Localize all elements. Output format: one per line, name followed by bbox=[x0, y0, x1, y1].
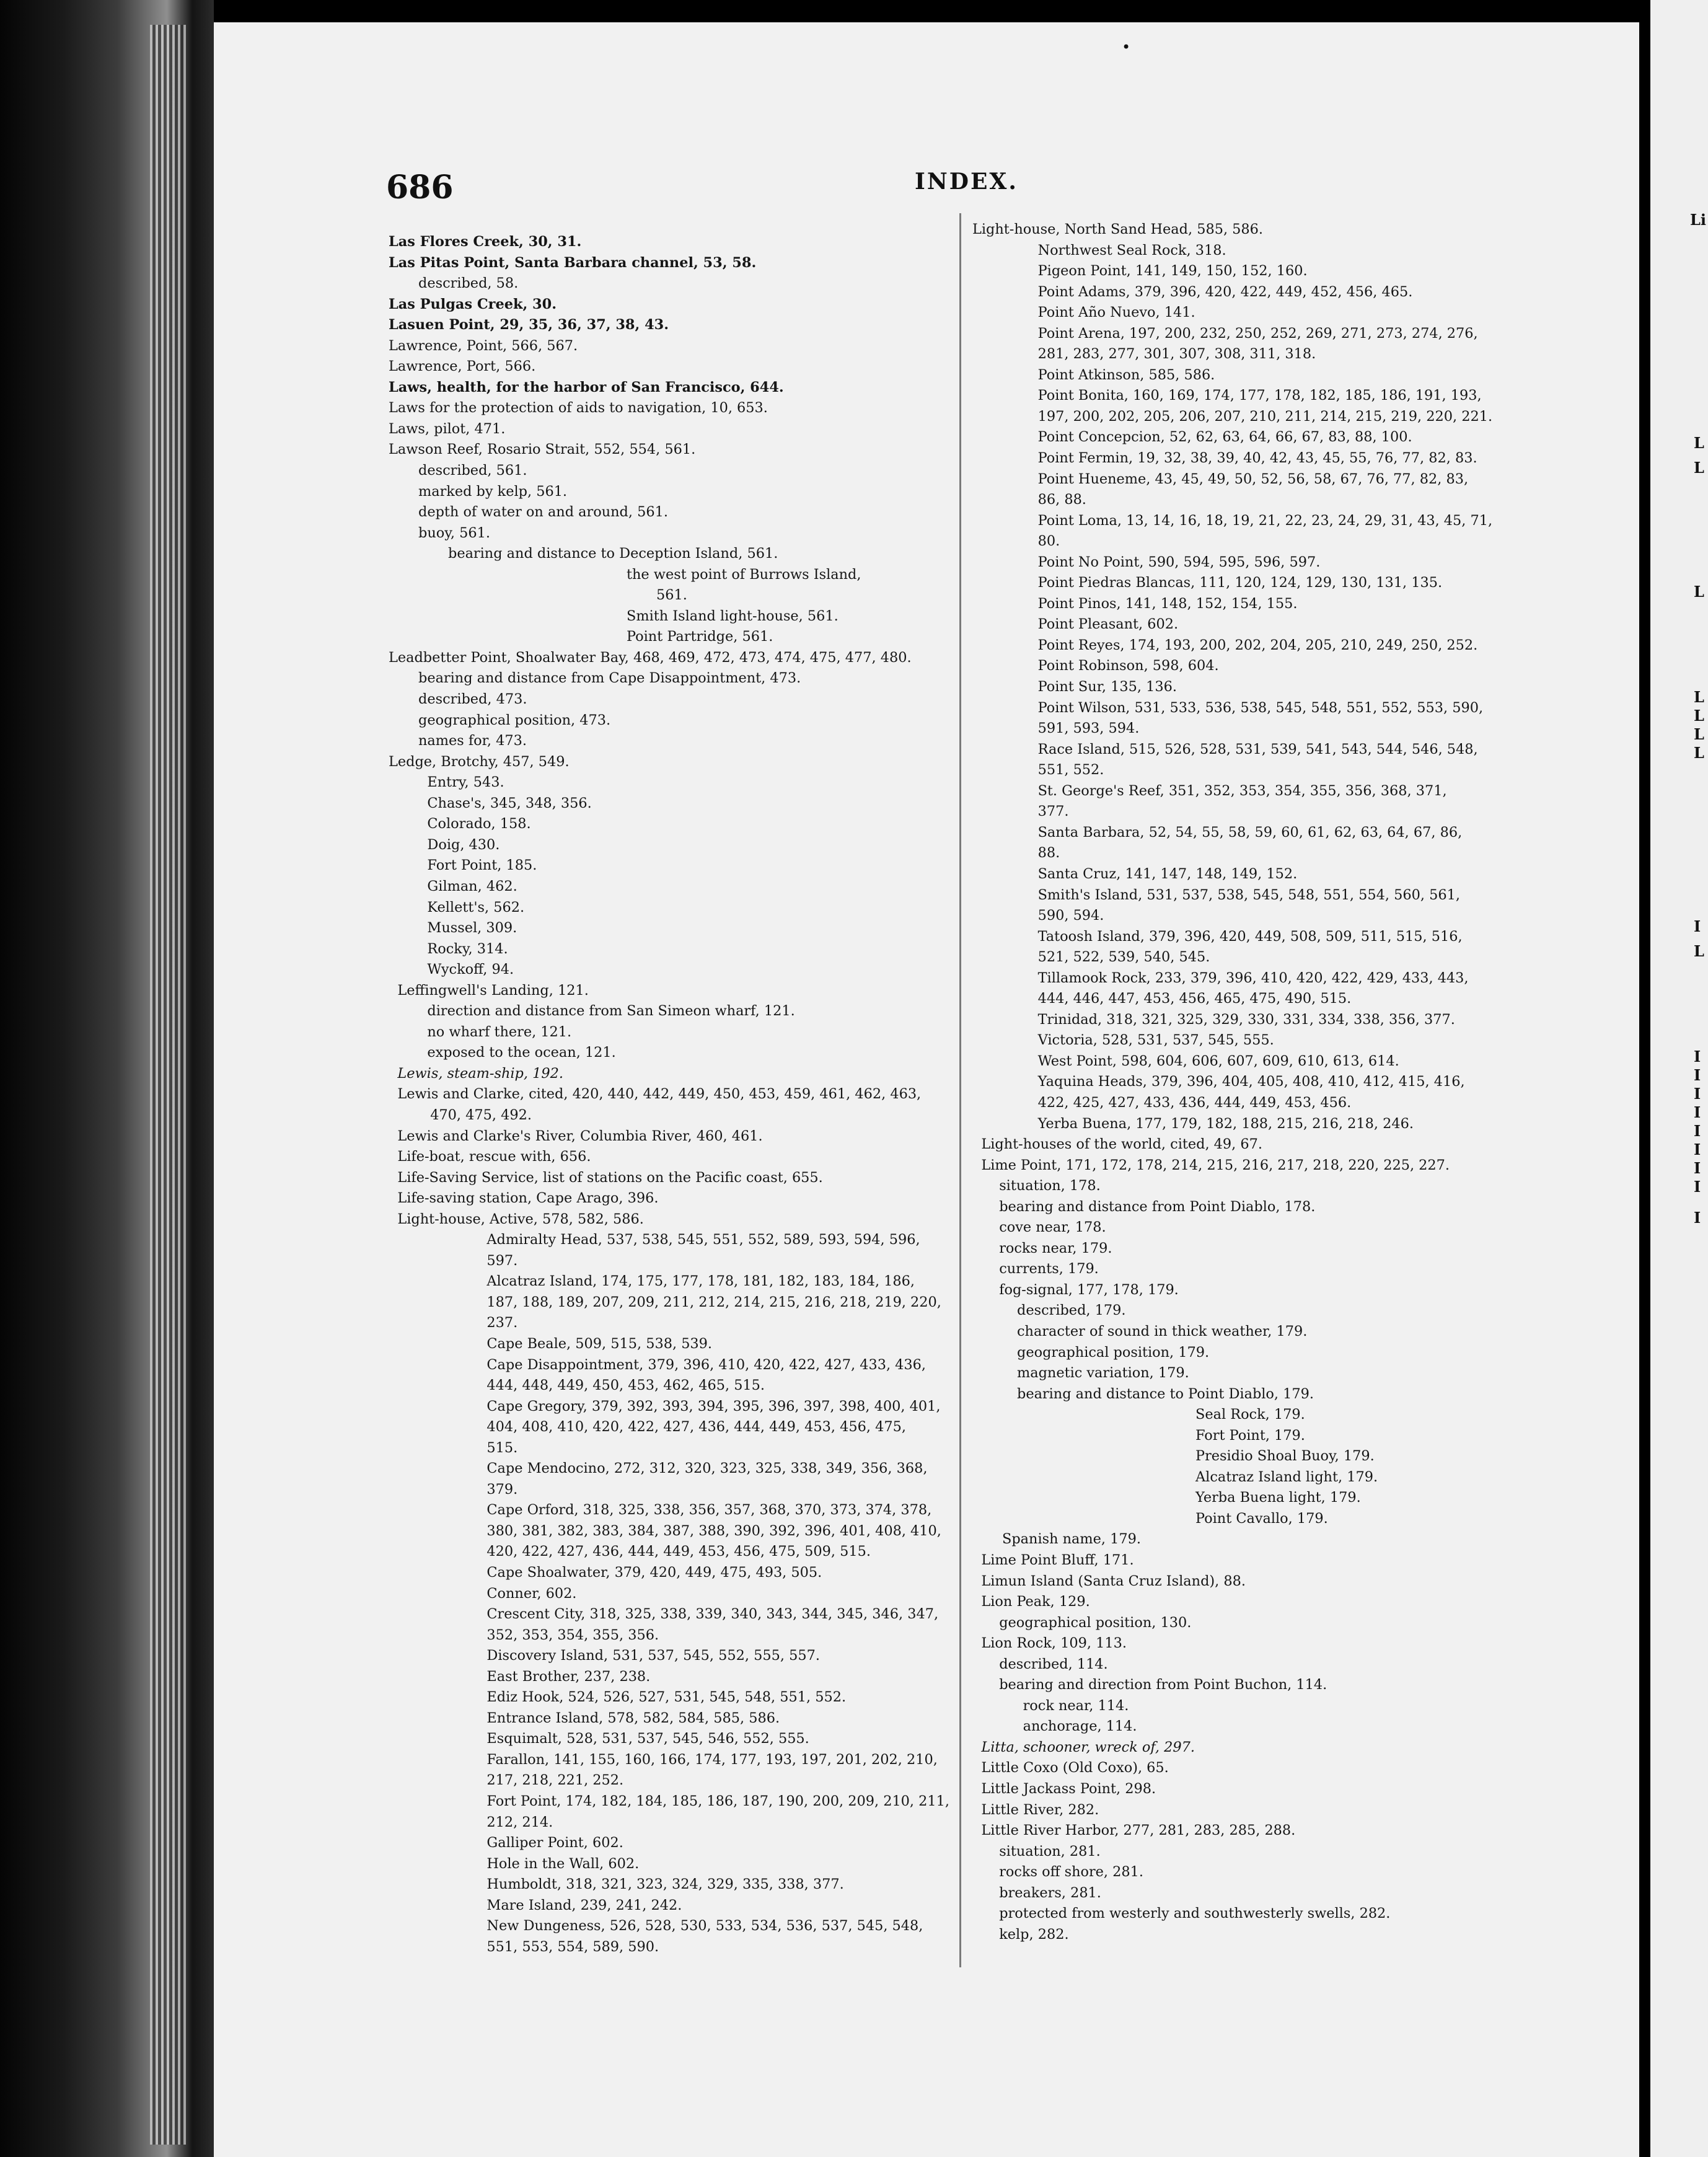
index-entry: 404, 408, 410, 420, 422, 427, 436, 444, 449, 453, 456, 475, bbox=[486, 1419, 906, 1436]
index-entry: breakers, 281. bbox=[999, 1884, 1101, 1901]
index-entry: depth of water on and around, 561. bbox=[418, 504, 668, 521]
facing-page-letter: L bbox=[1694, 688, 1704, 706]
index-entry: Fort Point, 185. bbox=[427, 857, 537, 874]
facing-page-letter: I bbox=[1694, 1103, 1701, 1121]
index-entry: 377. bbox=[1037, 803, 1069, 820]
index-entry: St. George's Reef, 351, 352, 353, 354, 355, 356, 368, 371, bbox=[1037, 782, 1447, 799]
index-entry: Cape Mendocino, 272, 312, 320, 323, 325, 338, 349, 356, 368, bbox=[486, 1460, 928, 1477]
index-entry: 561. bbox=[656, 587, 687, 604]
facing-page-letter: Li bbox=[1690, 211, 1706, 229]
index-column-right bbox=[972, 219, 1605, 1945]
index-entry: Smith Island light-house, 561. bbox=[627, 607, 839, 624]
index-entry: Point Bonita, 160, 169, 174, 177, 178, 182, 185, 186, 191, 193, bbox=[1037, 387, 1482, 404]
index-entry: marked by kelp, 561. bbox=[418, 483, 568, 500]
index-entry: Lime Point, 171, 172, 178, 214, 215, 216, 217, 218, 220, 225, 227. bbox=[981, 1157, 1450, 1173]
index-entry: Hole in the Wall, 602. bbox=[486, 1855, 640, 1872]
index-entry: Point Partridge, 561. bbox=[627, 629, 773, 645]
index-entry: Light-house, Active, 578, 582, 586. bbox=[397, 1211, 644, 1227]
index-entry: Point Fermin, 19, 32, 38, 39, 40, 42, 43, 45, 55, 76, 77, 82, 83. bbox=[1037, 450, 1477, 467]
index-entry: bearing and direction from Point Buchon, 114. bbox=[999, 1677, 1327, 1693]
index-entry: Smith's Island, 531, 537, 538, 545, 548, 551, 554, 560, 561, bbox=[1037, 886, 1460, 903]
index-entry: bearing and distance to Point Diablo, 179. bbox=[1017, 1385, 1314, 1402]
index-entry: Humboldt, 318, 321, 323, 324, 329, 335, 338, 377. bbox=[486, 1876, 844, 1893]
index-entry: currents, 179. bbox=[999, 1261, 1099, 1277]
index-entry: Tatoosh Island, 379, 396, 420, 449, 508, 509, 511, 515, 516, bbox=[1037, 928, 1463, 945]
index-entry: Victoria, 528, 531, 537, 545, 555. bbox=[1037, 1032, 1274, 1049]
facing-page-letter: L bbox=[1694, 434, 1704, 452]
index-entry: 281, 283, 277, 301, 307, 308, 311, 318. bbox=[1037, 346, 1316, 363]
index-entry: Admiralty Head, 537, 538, 545, 551, 552, 589, 593, 594, 596, bbox=[486, 1232, 920, 1248]
index-entry: geographical position, 473. bbox=[418, 712, 611, 728]
index-entry: Leadbetter Point, Shoalwater Bay, 468, 469, 472, 473, 474, 475, 477, 480. bbox=[389, 649, 912, 666]
index-entry: 88. bbox=[1037, 845, 1060, 862]
index-entry: 551, 553, 554, 589, 590. bbox=[486, 1938, 659, 1955]
index-entry: 444, 446, 447, 453, 456, 465, 475, 490, 515. bbox=[1037, 990, 1352, 1007]
index-entry: Yerba Buena, 177, 179, 182, 188, 215, 216, 218, 246. bbox=[1037, 1115, 1414, 1132]
book-binding-edge bbox=[0, 0, 214, 2157]
index-entry: Light-houses of the world, cited, 49, 67. bbox=[981, 1136, 1263, 1153]
index-entry: 422, 425, 427, 433, 436, 444, 449, 453, 456. bbox=[1037, 1094, 1352, 1111]
page-stack-edges bbox=[150, 25, 186, 2145]
facing-page-letter: I bbox=[1694, 1048, 1701, 1065]
index-entry: Alcatraz Island, 174, 175, 177, 178, 181, 182, 183, 184, 186, bbox=[486, 1273, 915, 1290]
index-entry: Limun Island (Santa Cruz Island), 88. bbox=[981, 1573, 1246, 1589]
index-entry: 217, 218, 221, 252. bbox=[486, 1772, 624, 1789]
index-entry: Fort Point, 179. bbox=[1195, 1427, 1305, 1444]
index-entry: East Brother, 237, 238. bbox=[486, 1668, 651, 1685]
column-divider bbox=[959, 213, 961, 1967]
index-entry: Crescent City, 318, 325, 338, 339, 340, 343, 344, 345, 346, 347, bbox=[486, 1606, 939, 1623]
index-entry: Chase's, 345, 348, 356. bbox=[427, 795, 592, 811]
index-entry: protected from westerly and southwesterly swells, 282. bbox=[999, 1905, 1391, 1922]
index-entry: exposed to the ocean, 121. bbox=[427, 1044, 616, 1061]
index-entry: Esquimalt, 528, 531, 537, 545, 546, 552, 555. bbox=[486, 1731, 809, 1747]
index-entry: 237. bbox=[486, 1315, 518, 1331]
index-entry: bearing and distance from Point Diablo, 178. bbox=[999, 1198, 1316, 1215]
index-entry: Lion Peak, 129. bbox=[981, 1594, 1090, 1610]
index-entry: Life-saving station, Cape Arago, 396. bbox=[397, 1190, 659, 1207]
index-entry: described, 58. bbox=[418, 275, 519, 292]
index-entry: fog-signal, 177, 178, 179. bbox=[999, 1281, 1179, 1298]
index-entry: Little River, 282. bbox=[981, 1801, 1099, 1818]
index-entry: Cape Beale, 509, 515, 538, 539. bbox=[486, 1335, 713, 1352]
index-entry: 380, 381, 382, 383, 384, 387, 388, 390, 392, 396, 401, 408, 410, bbox=[486, 1522, 941, 1539]
index-entry: described, 179. bbox=[1017, 1302, 1126, 1319]
index-entry: 197, 200, 202, 205, 206, 207, 210, 211, 214, 215, 219, 220, 221. bbox=[1037, 408, 1493, 425]
index-entry: 515. bbox=[486, 1439, 518, 1456]
index-entry: Entrance Island, 578, 582, 584, 585, 586. bbox=[486, 1709, 780, 1726]
index-entry: Point Piedras Blancas, 111, 120, 124, 129, 130, 131, 135. bbox=[1037, 575, 1443, 591]
index-entry: Northwest Seal Rock, 318. bbox=[1037, 242, 1226, 258]
index-entry: 420, 422, 427, 436, 444, 449, 453, 456, 475, 509, 515. bbox=[486, 1543, 871, 1560]
index-entry: Point Arena, 197, 200, 232, 250, 252, 269, 271, 273, 274, 276, bbox=[1037, 325, 1478, 342]
index-entry: direction and distance from San Simeon wharf, 121. bbox=[427, 1003, 795, 1020]
index-entry: Cape Orford, 318, 325, 338, 356, 357, 368, 370, 373, 374, 378, bbox=[486, 1502, 932, 1519]
index-entry: Lion Rock, 109, 113. bbox=[981, 1635, 1127, 1652]
index-entry: 444, 448, 449, 450, 453, 462, 465, 515. bbox=[486, 1377, 765, 1394]
index-entry: Trinidad, 318, 321, 325, 329, 330, 331, 334, 338, 356, 377. bbox=[1037, 1011, 1455, 1028]
index-entry: the west point of Burrows Island, bbox=[627, 566, 861, 583]
index-entry: Conner, 602. bbox=[486, 1585, 577, 1602]
index-entry: Little River Harbor, 277, 281, 283, 285, 288. bbox=[981, 1822, 1296, 1839]
index-entry: Point Pleasant, 602. bbox=[1037, 616, 1179, 633]
index-entry: described, 561. bbox=[418, 462, 527, 479]
index-entry: geographical position, 130. bbox=[999, 1614, 1192, 1631]
facing-page-letter: L bbox=[1694, 583, 1704, 601]
index-entry: Laws, pilot, 471. bbox=[389, 420, 506, 437]
index-entry: Point Año Nuevo, 141. bbox=[1037, 304, 1195, 321]
index-entry: magnetic variation, 179. bbox=[1017, 1365, 1189, 1382]
index-entry: Point Loma, 13, 14, 16, 18, 19, 21, 22, 23, 24, 29, 31, 43, 45, 71, bbox=[1037, 512, 1493, 529]
index-entry: Kellett's, 562. bbox=[427, 899, 525, 915]
facing-page-letter: I bbox=[1694, 1159, 1701, 1177]
index-entry: Leffingwell's Landing, 121. bbox=[397, 982, 589, 999]
index-entry: Lawrence, Point, 566, 567. bbox=[389, 337, 578, 354]
index-entry: Lewis, steam-ship, 192. bbox=[397, 1065, 563, 1082]
index-entry: Life-boat, rescue with, 656. bbox=[397, 1149, 591, 1165]
index-entry: Galliper Point, 602. bbox=[486, 1835, 623, 1851]
index-entry: 470, 475, 492. bbox=[430, 1106, 532, 1123]
index-entry: cove near, 178. bbox=[999, 1219, 1106, 1236]
index-entry: 379. bbox=[486, 1481, 518, 1498]
index-entry: Santa Cruz, 141, 147, 148, 149, 152. bbox=[1037, 865, 1298, 882]
index-entry: Alcatraz Island light, 179. bbox=[1195, 1468, 1378, 1485]
index-entry: 352, 353, 354, 355, 356. bbox=[486, 1626, 659, 1643]
index-entry: Point No Point, 590, 594, 595, 596, 597. bbox=[1037, 554, 1321, 570]
index-entry: Doig, 430. bbox=[427, 836, 500, 853]
index-entry: Cape Disappointment, 379, 396, 410, 420, 422, 427, 433, 436, bbox=[486, 1356, 927, 1373]
facing-page-letter: L bbox=[1694, 942, 1704, 960]
index-entry: Life-Saving Service, list of stations on the Pacific coast, 655. bbox=[397, 1169, 823, 1186]
index-entry: Point Reyes, 174, 193, 200, 202, 204, 205, 210, 249, 250, 252. bbox=[1037, 637, 1478, 653]
index-entry: Seal Rock, 179. bbox=[1195, 1406, 1305, 1423]
index-entry: Las Flores Creek, 30, 31. bbox=[389, 234, 582, 250]
index-entry: Point Robinson, 598, 604. bbox=[1037, 658, 1219, 674]
index-entry: situation, 281. bbox=[999, 1843, 1101, 1859]
index-entry: Point Pinos, 141, 148, 152, 154, 155. bbox=[1037, 595, 1298, 612]
index-entry: Las Pitas Point, Santa Barbara channel, 53, 58. bbox=[389, 254, 757, 271]
facing-page-letter: I bbox=[1694, 1209, 1701, 1227]
index-entry: Gilman, 462. bbox=[427, 878, 517, 894]
index-entry: Lawrence, Port, 566. bbox=[389, 358, 536, 375]
index-entry: character of sound in thick weather, 179. bbox=[1017, 1323, 1308, 1339]
index-entry: Rocky, 314. bbox=[427, 940, 508, 957]
index-entry: Point Adams, 379, 396, 420, 422, 449, 452, 456, 465. bbox=[1037, 283, 1413, 300]
index-entry: Lawson Reef, Rosario Strait, 552, 554, 561. bbox=[389, 441, 696, 458]
index-entry: rocks near, 179. bbox=[999, 1240, 1112, 1256]
index-entry: Race Island, 515, 526, 528, 531, 539, 541, 543, 544, 546, 548, bbox=[1037, 741, 1478, 757]
facing-page-letter: I bbox=[1694, 1085, 1701, 1103]
index-entry: Santa Barbara, 52, 54, 55, 58, 59, 60, 61, 62, 63, 64, 67, 86, bbox=[1037, 824, 1463, 840]
index-entry: Point Hueneme, 43, 45, 49, 50, 52, 56, 58, 67, 76, 77, 82, 83, bbox=[1037, 470, 1469, 487]
index-column-left bbox=[389, 232, 953, 1957]
index-entry: Cape Shoalwater, 379, 420, 449, 475, 493, 505. bbox=[486, 1564, 822, 1581]
index-entry: Mare Island, 239, 241, 242. bbox=[486, 1897, 682, 1913]
index-entry: Discovery Island, 531, 537, 545, 552, 555, 557. bbox=[486, 1648, 820, 1664]
index-entry: Little Jackass Point, 298. bbox=[981, 1781, 1156, 1798]
facing-page-letter: I bbox=[1694, 917, 1701, 935]
facing-page-letter: I bbox=[1694, 1178, 1701, 1196]
index-entry: Litta, schooner, wreck of, 297. bbox=[981, 1739, 1195, 1755]
running-head: INDEX. bbox=[915, 169, 1018, 195]
index-page bbox=[214, 22, 1639, 2157]
index-entry: Lewis and Clarke's River, Columbia River, 460, 461. bbox=[397, 1127, 763, 1144]
index-entry: described, 114. bbox=[999, 1656, 1108, 1672]
index-entry: Presidio Shoal Buoy, 179. bbox=[1195, 1448, 1375, 1465]
page-number: 686 bbox=[386, 169, 454, 206]
index-entry: West Point, 598, 604, 606, 607, 609, 610, 613, 614. bbox=[1037, 1052, 1399, 1069]
index-entry: Farallon, 141, 155, 160, 166, 174, 177, 193, 197, 201, 202, 210, bbox=[486, 1751, 938, 1768]
index-entry: described, 473. bbox=[418, 691, 527, 708]
index-entry: Mussel, 309. bbox=[427, 920, 517, 937]
index-entry: Yerba Buena light, 179. bbox=[1195, 1489, 1361, 1506]
index-entry: Point Sur, 135, 136. bbox=[1037, 679, 1177, 695]
facing-page-letter: I bbox=[1694, 1066, 1701, 1084]
index-entry: 521, 522, 539, 540, 545. bbox=[1037, 949, 1210, 966]
index-entry: Point Wilson, 531, 533, 536, 538, 545, 548, 551, 552, 553, 590, bbox=[1037, 699, 1484, 716]
index-entry: Lime Point Bluff, 171. bbox=[981, 1552, 1134, 1568]
index-entry: 212, 214. bbox=[486, 1814, 553, 1830]
index-entry: Colorado, 158. bbox=[427, 816, 531, 832]
index-entry: Laws, health, for the harbor of San Francisco, 644. bbox=[389, 379, 784, 395]
facing-page-letter: I bbox=[1694, 1122, 1701, 1140]
index-entry: Light-house, North Sand Head, 585, 586. bbox=[972, 221, 1264, 237]
index-entry: Ledge, Brotchy, 457, 549. bbox=[389, 753, 570, 770]
index-entry: bearing and distance to Deception Island, 561. bbox=[448, 545, 778, 562]
facing-page-letter: L bbox=[1694, 744, 1704, 762]
facing-page-edge bbox=[1650, 0, 1708, 2157]
index-entry: Fort Point, 174, 182, 184, 185, 186, 187, 190, 200, 209, 210, 211, bbox=[486, 1793, 950, 1810]
index-entry: 80. bbox=[1037, 533, 1060, 550]
index-entry: no wharf there, 121. bbox=[427, 1023, 572, 1040]
index-entry: Lasuen Point, 29, 35, 36, 37, 38, 43. bbox=[389, 317, 669, 333]
index-entry: 597. bbox=[486, 1252, 518, 1269]
print-mark: • bbox=[1122, 38, 1131, 56]
index-entry: Lewis and Clarke, cited, 420, 440, 442, 449, 450, 453, 459, 461, 462, 463, bbox=[397, 1086, 922, 1103]
index-entry: Little Coxo (Old Coxo), 65. bbox=[981, 1760, 1169, 1776]
index-entry: buoy, 561. bbox=[418, 524, 490, 541]
index-entry: rock near, 114. bbox=[1023, 1697, 1129, 1714]
index-entry: situation, 178. bbox=[999, 1178, 1101, 1194]
facing-page-letter: L bbox=[1694, 725, 1704, 743]
index-entry: bearing and distance from Cape Disappointment, 473. bbox=[418, 670, 801, 687]
index-entry: 187, 188, 189, 207, 209, 211, 212, 214, 215, 216, 218, 219, 220, bbox=[486, 1294, 941, 1310]
index-entry: Spanish name, 179. bbox=[1002, 1531, 1141, 1548]
index-entry: Ediz Hook, 524, 526, 527, 531, 545, 548, 551, 552. bbox=[486, 1689, 847, 1706]
facing-page-letter: I bbox=[1694, 1140, 1701, 1158]
index-entry: Laws for the protection of aids to navigation, 10, 653. bbox=[389, 400, 768, 417]
index-entry: New Dungeness, 526, 528, 530, 533, 534, 536, 537, 545, 548, bbox=[486, 1918, 923, 1934]
index-entry: 590, 594. bbox=[1037, 907, 1104, 924]
index-entry: Entry, 543. bbox=[427, 774, 504, 791]
index-entry: geographical position, 179. bbox=[1017, 1344, 1210, 1361]
index-entry: Tillamook Rock, 233, 379, 396, 410, 420, 422, 429, 433, 443, bbox=[1037, 969, 1469, 986]
index-entry: anchorage, 114. bbox=[1023, 1718, 1137, 1735]
facing-page-letter: L bbox=[1694, 707, 1704, 725]
index-entry: Wyckoff, 94. bbox=[427, 961, 514, 978]
facing-page-letter: L bbox=[1694, 459, 1704, 477]
index-entry: Yaquina Heads, 379, 396, 404, 405, 408, 410, 412, 415, 416, bbox=[1037, 1074, 1465, 1090]
index-entry: rocks off shore, 281. bbox=[999, 1864, 1144, 1881]
index-entry: Las Pulgas Creek, 30. bbox=[389, 296, 557, 312]
index-entry: 86, 88. bbox=[1037, 492, 1086, 508]
index-entry: names for, 473. bbox=[418, 733, 527, 749]
index-entry: Cape Gregory, 379, 392, 393, 394, 395, 396, 397, 398, 400, 401, bbox=[486, 1398, 941, 1414]
index-entry: Point Atkinson, 585, 586. bbox=[1037, 366, 1215, 383]
index-entry: Pigeon Point, 141, 149, 150, 152, 160. bbox=[1037, 263, 1308, 280]
index-entry: Point Concepcion, 52, 62, 63, 64, 66, 67, 83, 88, 100. bbox=[1037, 429, 1412, 446]
index-entry: 551, 552. bbox=[1037, 762, 1104, 779]
index-entry: Point Cavallo, 179. bbox=[1195, 1510, 1328, 1527]
index-entry: kelp, 282. bbox=[999, 1926, 1069, 1943]
index-entry: 591, 593, 594. bbox=[1037, 720, 1140, 737]
